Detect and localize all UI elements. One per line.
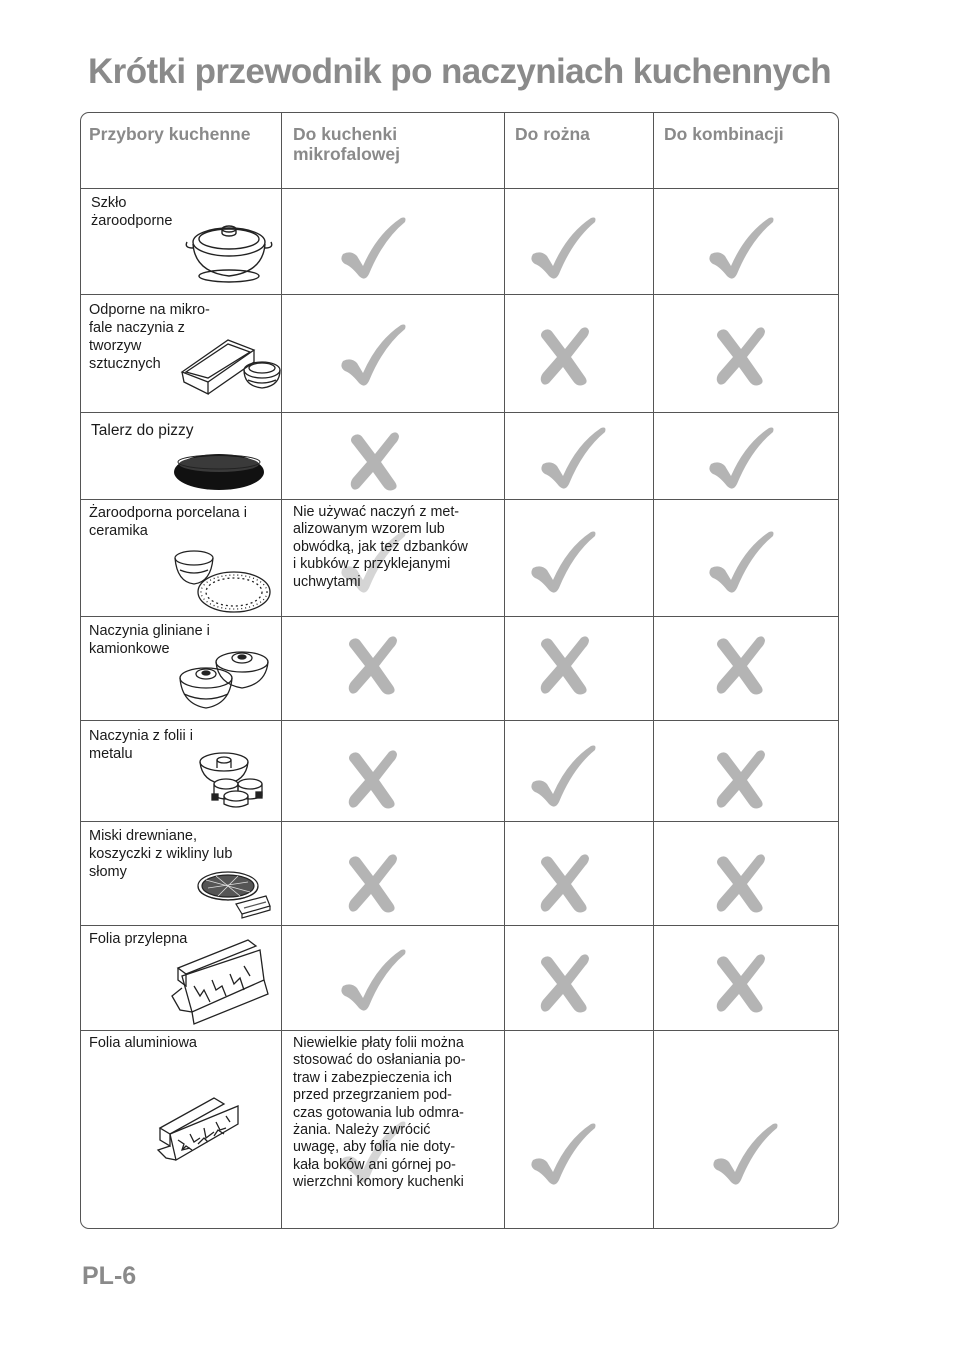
note-line: Nie używać naczyń z met- xyxy=(293,504,460,520)
mark-pizza-grill xyxy=(539,426,609,492)
label-line: kamionkowe xyxy=(89,641,170,657)
note-line: przed przegrzaniem pod- xyxy=(293,1087,452,1104)
note-line: uwagę, aby folia nie doty- xyxy=(293,1139,456,1156)
microwave-note-porcelain xyxy=(293,504,468,591)
cling-film-box-icon xyxy=(164,936,272,1026)
cross-mark-icon xyxy=(707,323,777,389)
mark-porcelain-combination xyxy=(707,530,777,596)
header-combination: Do kombinacji xyxy=(664,124,784,144)
row-divider xyxy=(81,821,838,822)
label-line: Folia aluminiowa xyxy=(89,1035,197,1051)
check-mark-icon xyxy=(707,216,777,282)
cross-mark-icon xyxy=(707,850,777,916)
header-microwave-line1: Do kuchenki xyxy=(293,124,398,144)
cross-mark-icon xyxy=(339,746,409,812)
check-mark-icon xyxy=(529,744,599,810)
note-line: żania. Należy zwrócić xyxy=(293,1122,431,1139)
label-line: Naczynia z folii i xyxy=(89,728,193,744)
header-microwave-line2: mikrofalowej xyxy=(293,144,400,164)
mark-stoneware-microwave xyxy=(339,632,409,698)
mark-cling-film-grill xyxy=(531,950,601,1016)
check-mark-icon xyxy=(529,1122,599,1188)
pizza-plate-icon xyxy=(172,450,266,492)
cross-mark-icon xyxy=(531,950,601,1016)
label-line: Folia przylepna xyxy=(89,931,188,947)
mark-metal-combination xyxy=(707,746,777,812)
mark-stoneware-combination xyxy=(707,632,777,698)
check-mark-icon xyxy=(707,530,777,596)
row-divider xyxy=(81,720,838,721)
row-divider xyxy=(81,925,838,926)
row-label-pizza-plate xyxy=(91,422,194,440)
column-divider xyxy=(504,112,505,1229)
row-label-porcelain xyxy=(89,504,247,540)
label-line: Odporne na mikro- xyxy=(89,302,210,318)
cross-mark-icon xyxy=(341,428,411,494)
cross-mark-icon xyxy=(531,850,601,916)
row-label-glass xyxy=(91,194,172,230)
cross-mark-icon xyxy=(339,850,409,916)
row-divider xyxy=(81,616,838,617)
mark-pizza-combination xyxy=(707,426,777,492)
cross-mark-icon xyxy=(531,323,601,389)
header-grill: Do rożna xyxy=(515,124,590,144)
label-line: sztucznych xyxy=(89,356,161,372)
column-divider xyxy=(653,112,654,1229)
check-mark-icon xyxy=(339,216,409,282)
check-mark-icon xyxy=(529,216,599,282)
note-line: uchwytami xyxy=(293,573,361,590)
metal-bundt-pan-icon xyxy=(198,746,268,810)
page-title: Krótki przewodnik po naczyniach kuchennych xyxy=(88,52,832,91)
mark-plastic-microwave xyxy=(339,323,409,389)
stoneware-pots-icon xyxy=(178,648,276,712)
mark-wicker-combination xyxy=(707,850,777,916)
label-line: Miski drewniane, xyxy=(89,828,197,844)
mark-cling-film-microwave xyxy=(339,948,409,1014)
mark-plastic-grill xyxy=(531,323,601,389)
row-label-aluminium-foil xyxy=(89,1034,197,1052)
mark-metal-microwave xyxy=(339,746,409,812)
row-divider xyxy=(81,412,838,413)
mark-aluminium-combination xyxy=(711,1122,781,1188)
label-line: Szkło xyxy=(91,195,127,211)
aluminium-foil-box-icon xyxy=(154,1084,240,1164)
mark-glass-microwave xyxy=(339,216,409,282)
microwave-note-aluminium xyxy=(293,1035,465,1192)
mark-aluminium-grill xyxy=(529,1122,599,1188)
cross-mark-icon xyxy=(707,950,777,1016)
mark-wicker-grill xyxy=(531,850,601,916)
cross-mark-icon xyxy=(707,632,777,698)
check-mark-icon xyxy=(339,323,409,389)
check-mark-icon xyxy=(707,426,777,492)
label-line: żaroodporne xyxy=(91,213,173,229)
note-line: czas gotowania lub odmra- xyxy=(293,1104,464,1121)
label-line: Naczynia gliniane i xyxy=(89,623,210,639)
header-cookware: Przybory kuchenne xyxy=(89,124,251,144)
mark-plastic-combination xyxy=(707,323,777,389)
label-line: fale naczynia z xyxy=(89,320,185,336)
label-line: metalu xyxy=(89,746,133,762)
mark-wicker-microwave xyxy=(339,850,409,916)
mark-pizza-microwave xyxy=(341,428,411,494)
label-line: koszyczki z wikliny lub xyxy=(89,846,233,862)
check-mark-icon xyxy=(339,948,409,1014)
check-mark-icon xyxy=(529,530,599,596)
row-divider xyxy=(81,499,838,500)
mark-glass-combination xyxy=(707,216,777,282)
label-line: tworzyw xyxy=(89,338,142,354)
mark-stoneware-grill xyxy=(531,632,601,698)
label-line: Talerz do pizzy xyxy=(91,422,194,439)
header-microwave xyxy=(293,124,400,164)
mark-metal-grill xyxy=(529,744,599,810)
note-line: obwódką, jak też dzbanków xyxy=(293,538,468,555)
cross-mark-icon xyxy=(531,632,601,698)
column-divider xyxy=(281,112,282,1229)
row-divider xyxy=(81,294,838,295)
note-line: wierzchni komory kuchenki xyxy=(293,1174,464,1191)
row-label-metal xyxy=(89,727,193,763)
label-line: słomy xyxy=(89,864,127,880)
row-divider xyxy=(81,188,838,189)
mark-cling-film-combination xyxy=(707,950,777,1016)
label-line: ceramika xyxy=(89,523,148,539)
mark-porcelain-grill xyxy=(529,530,599,596)
note-line: alizowanym wzorem lub xyxy=(293,521,445,538)
wicker-basket-icon xyxy=(196,866,274,920)
cross-mark-icon xyxy=(339,632,409,698)
note-line: Niewielkie płaty folii można xyxy=(293,1035,464,1051)
covered-glass-casserole-icon xyxy=(183,212,279,286)
page-number: PL-6 xyxy=(82,1262,137,1290)
label-line: Żaroodporna porcelana i xyxy=(89,505,247,521)
check-mark-icon xyxy=(711,1122,781,1188)
cross-mark-icon xyxy=(707,746,777,812)
note-line: traw i zabezpieczenia ich xyxy=(293,1069,452,1086)
row-divider xyxy=(81,1030,838,1031)
check-mark-icon xyxy=(539,426,609,492)
note-line: stosować do osłaniania po- xyxy=(293,1052,466,1069)
note-line: i kubków z przyklejanymi xyxy=(293,556,451,573)
plastic-containers-icon xyxy=(178,332,284,398)
note-line: kała boków ani górnej po- xyxy=(293,1156,456,1173)
mark-glass-grill xyxy=(529,216,599,282)
porcelain-bowl-plate-icon xyxy=(172,548,272,614)
